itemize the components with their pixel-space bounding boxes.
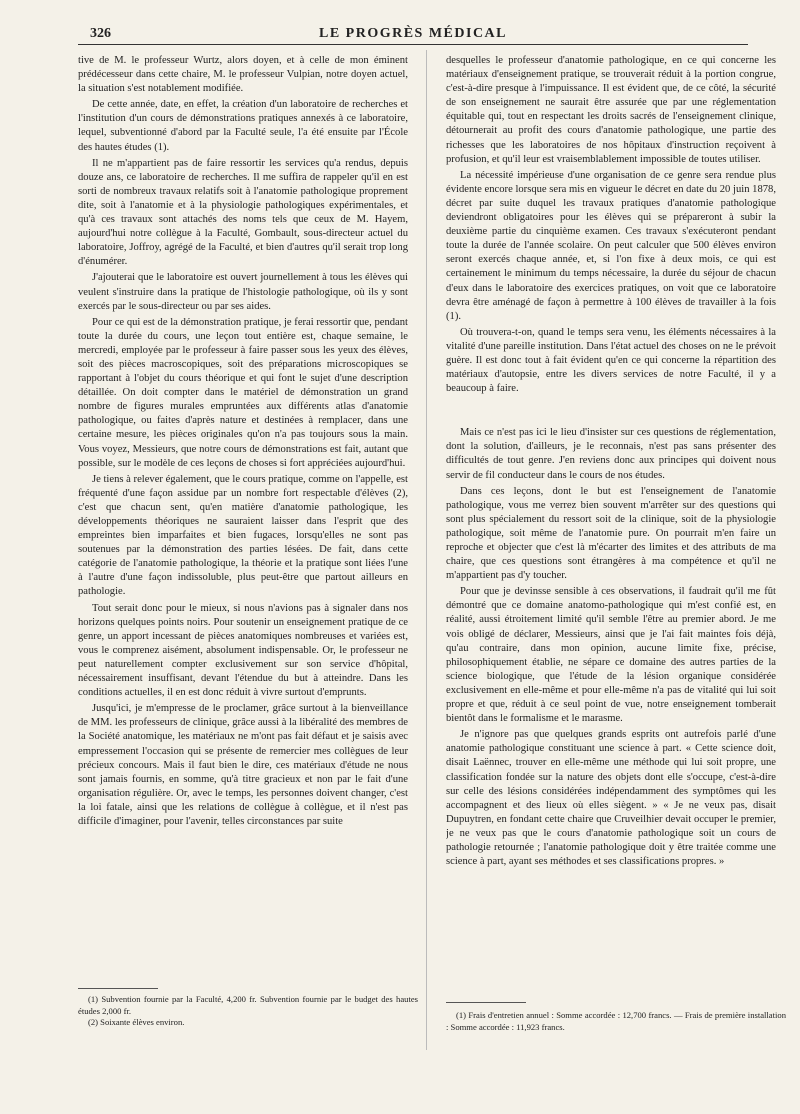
- paragraph: desquelles le professeur d'anatomie pathologique, en ce qui concerne les matériaux d'enseignement pratique, se trouverait réduit à la portion congrue, c'est-à-dire presque à l'impuissance. Il est évident que, de ce côté, la sécurité de son enseignement ne saurait être assurée que par une réglementation équitable qui, tout en respectant les droits sacrés de l'enseignement clinique, détournerait au profit des cours d'anatomie pathologique, une partie des richesses que les laboratoires de nos hôpitaux d'instruction reçoivent à profusion, et qu'il leur est vraisemblablement impossible de toutes utiliser.: [446, 55, 776, 165]
- page-header: [78, 22, 748, 45]
- footnote: (2) Soixante élèves environ.: [88, 1017, 185, 1027]
- paragraph: Mais ce n'est pas ici le lieu d'insister sur ces questions de réglementation, dont la solution, d'ailleurs, je le reconnais, n'est pas sans présenter des difficultés de tout genre. J'en reviens donc aux principes qui doivent nous servir de fil conducteur dans le cours de nos études.: [446, 427, 776, 481]
- footnote: (1) Subvention fournie par la Faculté, 4,200 fr. Subvention fournie par le budget des hautes études 2,000 fr.: [78, 994, 418, 1016]
- footnote: (1) Frais d'entretien annuel : Somme accordée : 12,700 francs. — Frais de première installation : Somme accordée : 11,923 francs.: [446, 1010, 786, 1032]
- column-divider: [426, 50, 427, 1050]
- paragraph: Je tiens à relever également, que le cours pratique, comme on l'appelle, est fréquenté d'une façon assidue par un nombre fort respectable d'élèves (2), c'est que chacun sent, qu'en matière d'anatomie pathologique, les développements théoriques ne sauraient laisser dans l'esprit que des empreintes bien imparfaites et bien fugaces, lorsqu'elles ne sont pas soutenues par la démonstration des parties lésées. De fait, dans cette catégorie de l'anatomie pathologique, la théorie et la pratique sont liées l'une à l'autre d'une façon indissoluble, plus peut-être que partout ailleurs en pathologie.: [78, 473, 408, 598]
- paragraph: Je n'ignore pas que quelques grands esprits ont autrefois parlé d'une anatomie pathologique constituant une science à part. « Cette science doit, disait Laënnec, trouver en elle-même une méthode qui lui soit propre, une classification fondée sur la nature des objets dont elle s'occupe, c'est-à-dire sur celle des lésions considérées indépendamment des symptômes qui les accompagnent et des lieux où elles siègent. » « Je ne veux pas, disait Dupuytren, en fondant cette chaire que Cruveilhier devait occuper le premier, je ne veux pas que le cours d'anatomie pathologique soit un cours de pathologie retournée ; l'anatomie pathologique doit y être traitée comme une science à part, ayant ses méthodes et ses classifications propres. »: [446, 729, 776, 868]
- right-column: [446, 54, 776, 988]
- footnote-rule-right: [446, 1002, 526, 1003]
- paragraph: Dans ces leçons, dont le but est l'enseignement de l'anatomie pathologique, vous me verrez bien souvent m'arrêter sur des questions qui sont plus spécialement du ressort soit de la clinique, soit de la physiologie pathologique, soit même de l'anatomie pure. On pourrait m'en faire un reproche et objecter que c'est là m'écarter des limites et des attributs de ma chaire, que ces questions sont étrangères à ma compétence et qu'il ne m'appartient pas d'y toucher.: [446, 485, 776, 582]
- footnote-rule-left: [78, 988, 158, 989]
- paragraph: La nécessité impérieuse d'une organisation de ce genre sera rendue plus évidente encore lorsque sera mis en vigueur le décret en date du 20 juin 1878, décret par suite duquel les travaux pratiques d'anatomie pathologique deviendront obligatoires pour les élèves qui se prépareront à subir la deuxième partie du cinquième examen. Ces travaux s'exécuteront pendant toute la durée de l'année scolaire. On peut calculer que 500 élèves environ seront exercés chaque année, et, si l'on fixe à deux mois, ce qui est certainement le minimum du temps nécessaire, la durée du séjour de chacun d'eux dans le laboratoire des exercices pratiques, on voit que ce laboratoire devra être aménagé de façon à permettre à 100 élèves de travailler à la fois (1).: [446, 169, 776, 322]
- paragraph: Pour ce qui est de la démonstration pratique, je ferai ressortir que, pendant toute la durée du cours, une leçon tout entière est, chaque semaine, le mercredi, employée par le professeur à faire passer sous les yeux des élèves, soit des pièces macroscopiques, soit des préparations microscopiques se rapportant à l'objet du cours théorique et qui font le sujet d'une description détaillée. On doit compter dans le matériel de démonstration un grand nombre de figures murales empruntées aux différents atlas d'anatomie pathologique, ou faites d'après nature et destinées à remplacer, dans une certaine mesure, les pièces originales qu'on n'a pas toujours sous la main. Vous voyez, Messieurs, que notre cours de démonstrations est fait, autant que possible, sur le modèle de ces leçons de choses si fort appréciées aujourd'hui.: [78, 316, 408, 469]
- paragraph: De cette année, date, en effet, la création d'un laboratoire de recherches et l'institution d'un cours de démonstrations pratiques annexés à ce laboratoire, lequel, subventionné d'abord par la Faculté seule, l'a été ensuite par l'École des hautes études (1).: [78, 99, 408, 153]
- left-column: [78, 54, 408, 984]
- running-title: LE PROGRÈS MÉDICAL: [318, 26, 508, 41]
- paragraph: Il ne m'appartient pas de faire ressortir les services qu'a rendus, depuis douze ans, ce laboratoire de recherches. Il me suffira de rappeler qu'il en est sorti de nombreux travaux relatifs soit à l'anatomie pathologique proprement dite, soit à l'anatomie et à la physiologie pathologiques expérimentales, et qu'à ces travaux sont attachés des noms tels que ceux de M. Hayem, aujourd'hui notre collègue à la Faculté, Gombault, sous-directeur actuel du laboratoire, Joffroy, agrégé de la Faculté, et bien d'autres qu'il serait trop long d'énumérer.: [78, 157, 408, 268]
- paragraph: Pour que je devinsse sensible à ces observations, il faudrait qu'il me fût démontré que ce domaine anatomo-pathologique qui m'est confié est, en réalité, aussi étroitement limité qu'il semble l'être au premier abord. Je me vois obligé de déclarer, Messieurs, ainsi que je l'ai fait maintes fois déjà, qu'au contraire, dans mon opinion, aucune limite fixe, précise, philosophiquement établie, ne sépare ce domaine des autres parties de la science biologique, que l'étude de la lésion organique considérée exclusivement en elle-même et pour elle-même n'a pas de vitalité qui lui soit propre et que, réduit à ce seul point de vue, notre enseignement tomberait bientôt dans le formalisme et le marasme.: [446, 586, 776, 725]
- paragraph: Jusqu'ici, je m'empresse de le proclamer, grâce surtout à la bienveillance de MM. les professeurs de clinique, grâce aussi à la libéralité des membres de la Société anatomique, les matériaux ne m'ont pas fait défaut et je saisis avec empressement l'occasion qui se présente de remercier mes collègues de leur précieux concours. Mais il faut bien le dire, ces matériaux d'étude ne nous sont jamais fournis, en somme, qu'à titre gracieux et non par le fait d'une organisation régulière. Or, avec le temps, les personnes doivent changer, c'est la loi fatale, ainsi que les relations de collègue à collègue, et il n'est pas difficile d'imaginer, pour l'avenir, telles circonstances par suite: [78, 703, 408, 827]
- page-number: 326: [90, 26, 111, 41]
- paragraph: Où trouvera-t-on, quand le temps sera venu, les éléments nécessaires à la vitalité d'une pareille institution. Dans l'état actuel des choses on ne le prévoit guère. Il est donc tout à fait évident qu'en ce qui concerne la répartition des matériaux d'autopsie, entre les divers services de notre Faculté, il y a beaucoup à faire.: [446, 326, 776, 395]
- footnotes-left: [78, 994, 418, 1029]
- paragraph: J'ajouterai que le laboratoire est ouvert journellement à tous les élèves qui veulent s'instruire dans la pratique de l'histologie pathologique, où ils y sont exercés par le sous-directeur ou par ses aides.: [78, 272, 408, 312]
- footnotes-right: [446, 1010, 786, 1033]
- paragraph: Tout serait donc pour le mieux, si nous n'avions pas à signaler dans nos horizons quelques points noirs. Pour soutenir un enseignement pratique de ce genre, un apport incessant de pièces anatomiques nombreuses et variées est, vous le comprenez aisément, absolument indispensable. Or, le professeur ne peut naturellement compter exclusivement sur son service d'hôpital, nécessairement insuffisant, devant l'étendue du but à atteindre. Dans les conditions actuelles, il en est donc réduit à vivre surtout d'emprunts.: [78, 602, 408, 699]
- paragraph: tive de M. le professeur Wurtz, alors doyen, et à celle de mon éminent prédécesseur dans cette chaire, M. le professeur Vulpian, notre doyen actuel, la situation s'est notablement modifiée.: [78, 55, 408, 95]
